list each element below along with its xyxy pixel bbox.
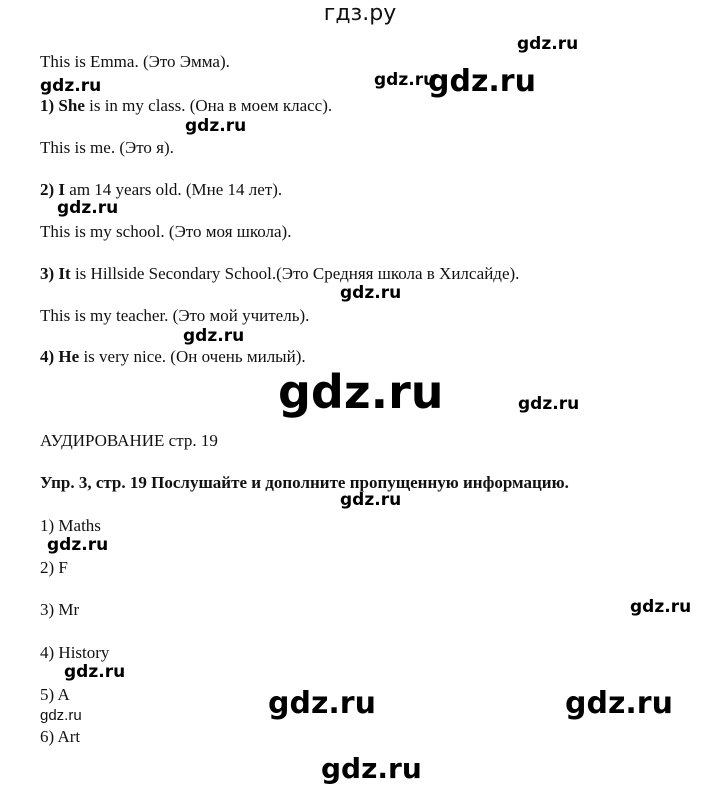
watermark: gdz.ru xyxy=(64,662,126,682)
text-line: This is my teacher. (Это мой учитель). xyxy=(40,306,310,325)
answer-item: 2) F xyxy=(40,558,68,577)
answer-item: 4) History xyxy=(40,643,110,662)
watermark: gdz.ru xyxy=(340,490,402,510)
watermark: gdz.ru xyxy=(518,394,580,414)
watermark: gdz.ru xyxy=(321,752,422,785)
answer-item: 3) Mr xyxy=(40,600,80,619)
watermark: gdz.ru xyxy=(40,76,102,96)
text-line: This is me. (Это я). xyxy=(40,138,174,157)
exercise-title: Упр. 3, стр. 19 Послушайте и дополните пропущенную информацию. xyxy=(40,473,569,492)
watermark: gdz.ru xyxy=(565,686,673,721)
text-line: This is Emma. (Это Эмма). xyxy=(40,52,230,71)
text-line: 4) He is very nice. (Он очень милый). xyxy=(40,347,306,366)
watermark: gdz.ru xyxy=(340,283,402,303)
section-title: АУДИРОВАНИЕ стр. 19 xyxy=(40,431,218,450)
watermark: gdz.ru xyxy=(183,326,245,346)
text-line: This is my school. (Это моя школа). xyxy=(40,222,292,241)
watermark: gdz.ru xyxy=(57,198,119,218)
footer-site-label: gdz.ru xyxy=(40,707,82,724)
answer-item: 5) A xyxy=(40,685,70,704)
watermark: gdz.ru xyxy=(268,686,376,721)
watermark: gdz.ru xyxy=(47,535,109,555)
watermark: gdz.ru xyxy=(278,365,444,419)
text-line: 1) She is in my class. (Она в моем класс). xyxy=(40,96,333,115)
site-header: гдз.ру xyxy=(323,1,397,26)
watermark: gdz.ru xyxy=(517,34,579,54)
text-line: 3) It is Hillside Secondary School.(Это Средняя школа в Хилсайде). xyxy=(40,264,520,283)
text-line: 2) I am 14 years old. (Мне 14 лет). xyxy=(40,180,283,199)
watermark: gdz.ru xyxy=(374,70,436,90)
watermark: gdz.ru xyxy=(630,597,692,617)
watermark: gdz.ru xyxy=(428,64,536,99)
answer-item: 6) Art xyxy=(40,727,81,746)
answer-item: 1) Maths xyxy=(40,516,101,535)
watermark: gdz.ru xyxy=(185,116,247,136)
